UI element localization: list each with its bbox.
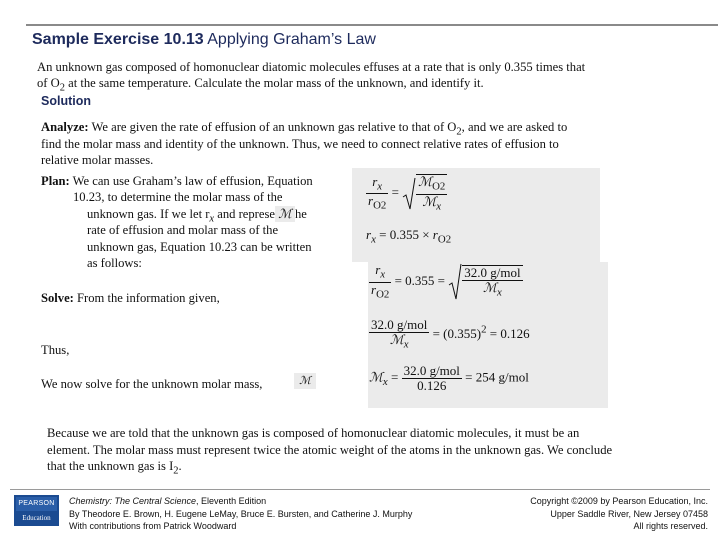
footer-authors: By Theodore E. Brown, H. Eugene LeMay, Bruce E. Bursten, and Catherine J. Murphy [69, 508, 413, 519]
eq1-r: r [372, 173, 378, 189]
concl-l3-pre: that the unknown gas is I [47, 459, 174, 473]
title-bold: Sample Exercise 10.13 [32, 31, 204, 48]
footer-copyright [530, 495, 708, 533]
eq1-o2: 2 [380, 199, 387, 212]
eq3-rhs [462, 265, 522, 300]
footer-citation [69, 495, 412, 533]
footer-book-rest: , Eleventh Edition [196, 496, 267, 506]
equation-1: $\frac{r_x}{r_{O2}}$ = $\frac{ℳ_{O2}}{ℳ_x}$ [368, 173, 446, 213]
now-solve-line: We now solve for the unknown molar mass, [41, 377, 263, 391]
footer-copyright-line: Copyright ©2009 by Pearson Education, Inc. [530, 496, 708, 506]
plan-l3-mid: and represe [214, 207, 275, 221]
eq1-mx: x [436, 200, 442, 213]
eq4-lhs [369, 318, 429, 352]
eq3-sqrt-sign [448, 263, 462, 301]
plan-l3-end: he [294, 207, 307, 221]
eq3-lhs [369, 263, 391, 301]
eq4-exp: 2 [481, 323, 487, 336]
equation-3 [369, 263, 523, 301]
thus-line: Thus, [41, 343, 70, 357]
plan-l3: unknown gas. If we let r [87, 207, 210, 221]
eq2-x: x [371, 233, 376, 246]
plan-l1: We can use Graham’s law of effusion, Equation [69, 174, 313, 188]
problem-line-2 [37, 75, 484, 97]
eq4-num: 32.0 g/mol [371, 317, 428, 332]
equation-5: ℳ$_x$ = $\frac{\text{32.0 g/mol}}{0.126}$ = 254 g/mol [369, 363, 529, 393]
logo-bottom: Education [22, 514, 51, 522]
eq1-o: O [373, 199, 381, 212]
eq4-m: ℳ [389, 332, 404, 347]
molar-mass-symbol-inline: ℳ [275, 206, 295, 222]
footer-book-title: Chemistry: The Central Science [69, 496, 197, 506]
plan-line-6: as follows: [87, 256, 142, 270]
footer-address: Upper Saddle River, New Jersey 07458 [550, 508, 708, 519]
pearson-logo [14, 495, 59, 526]
analyze-l1-sub: 2 [456, 126, 462, 138]
eq1-rhs [416, 174, 447, 213]
eq1-mo: O [432, 180, 440, 193]
analyze-line-2: find the molar mass and identity of the unknown. Thus, we need to connect relative rates of effusion to [41, 137, 559, 151]
page-title [32, 31, 376, 49]
eq2-o: O [437, 233, 446, 246]
solution-label: Solution [41, 94, 91, 108]
analyze-line-3: relative molar masses. [41, 153, 154, 167]
footer-rule [10, 489, 710, 490]
plan-line-1 [41, 173, 313, 189]
problem-line-1: An unknown gas composed of homonuclear diatomic molecules effuses at a rate that is only 0.355 times that [37, 60, 586, 74]
solve-text: From the information given, [73, 291, 220, 305]
footer-book [69, 495, 412, 508]
concl-l3-sub: 2 [173, 465, 179, 477]
eq5-den: 0.126 [417, 378, 447, 393]
concl-l3-post: . [178, 459, 182, 473]
eq3-r: r [375, 262, 381, 277]
header-rule [26, 24, 718, 26]
plan-line-5: unknown gas, Equation 10.23 can be written [87, 240, 312, 254]
eq3-o: O [376, 288, 384, 301]
eq1-sqrt-sign [402, 177, 416, 211]
analyze-label: Analyze: [41, 120, 89, 134]
eq3-mx: x [496, 286, 502, 299]
solve-line [41, 290, 220, 306]
eq3-r2: r [371, 281, 377, 297]
eq1-lhs [366, 175, 388, 213]
eq3-num: 32.0 g/mol [464, 264, 521, 280]
analyze-l1-post: , and we are asked to [461, 120, 568, 134]
plan-l3-sub: x [209, 213, 215, 225]
eq2-r2: r [432, 227, 438, 242]
eq3-o2: 2 [383, 288, 390, 301]
conclusion-line-3 [47, 458, 182, 480]
footer-contrib: With contributions from Patrick Woodward [69, 521, 237, 531]
eq1-x: x [377, 180, 383, 193]
molar-mass-symbol: ℳ [294, 373, 316, 389]
conclusion-line-1: Because we are told that the unknown gas is composed of homonuclear diatomic molecules, it must be an [47, 426, 580, 440]
equation-4 [369, 318, 530, 352]
logo-top: PEARSON [16, 497, 57, 511]
problem-l2-sub: 2 [59, 82, 65, 94]
eq5-num: 32.0 g/mol [403, 363, 460, 378]
eq1-r2: r [368, 193, 374, 209]
eq3-val: = 0.355 = [394, 273, 445, 289]
plan-line-2: 10.23, to determine the molar mass of the [73, 190, 283, 204]
title-rest: Applying Graham’s Law [203, 31, 376, 48]
plan-line-4: rate of effusion and molar mass of the [87, 223, 279, 237]
eq5-m: ℳ [369, 369, 383, 385]
problem-l2-pre: of O [37, 76, 60, 90]
eq5-res: = 254 g/mol [465, 369, 529, 385]
eq3-x: x [380, 268, 386, 281]
eq1-m2: ℳ [422, 193, 437, 209]
conclusion-line-2: element. The molar mass must represent twice the atomic weight of the atoms in the unknown gas. We conclude [47, 443, 613, 457]
eq4-res: = 0.126 [486, 325, 530, 341]
analyze-l1-pre: We are given the rate of effusion of an unknown gas relative to that of O [88, 120, 457, 134]
plan-label: Plan: [41, 174, 70, 188]
eq2-r: r [366, 227, 372, 242]
eq5-mx: x [382, 376, 388, 389]
eq2-coef: = 0.355 × [379, 227, 433, 242]
footer-rights: All rights reserved. [633, 521, 708, 531]
solve-label: Solve: [41, 291, 74, 305]
eq1-m1: ℳ [418, 174, 433, 189]
eq4-rhs: = (0.355) [432, 325, 482, 341]
eq3-m: ℳ [483, 279, 497, 295]
eq4-mx: x [403, 338, 409, 351]
eq5-rhs [402, 364, 462, 393]
eq1-mo2: 2 [439, 180, 446, 193]
problem-l2-post: at the same temperature. Calculate the molar mass of the unknown, and identify it. [64, 76, 484, 90]
equation-2 [366, 227, 451, 246]
eq2-o2: 2 [445, 233, 452, 246]
